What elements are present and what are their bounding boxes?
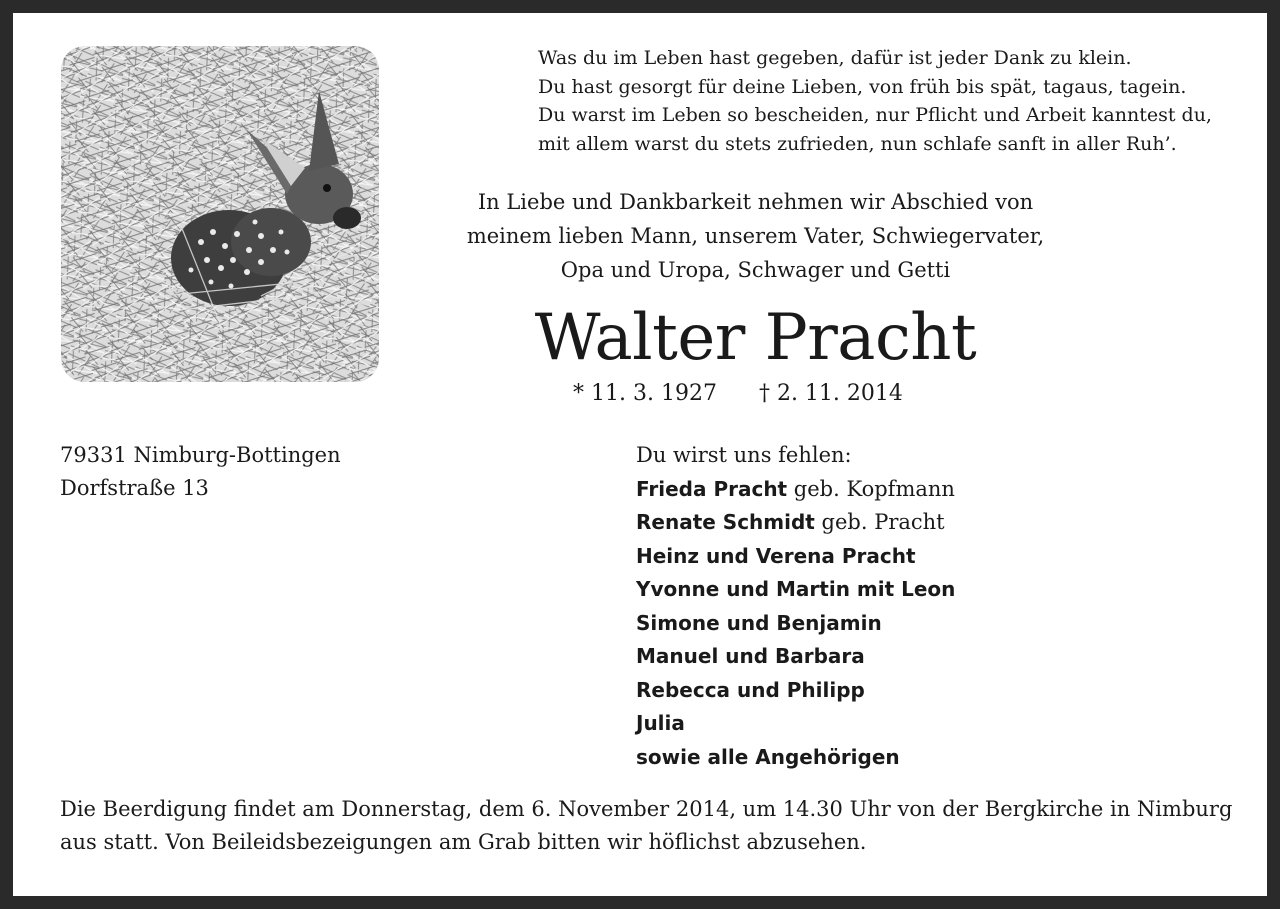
intro-line: Opa und Uropa, Schwager und Getti xyxy=(560,258,951,282)
member-name: Manuel und Barbara xyxy=(636,644,865,668)
address xyxy=(60,439,480,505)
poem-line: mit allem warst du stets zufrieden, nun schlafe sanft in aller Ruh’. xyxy=(538,132,1177,155)
family-list xyxy=(636,439,1256,774)
footer-line: aus statt. Von Beileidsbezeigungen am Grab bitten wir höflichst abzusehen. xyxy=(60,830,867,854)
member-name: Rebecca und Philipp xyxy=(636,677,865,702)
life-dates xyxy=(573,375,973,413)
family-member xyxy=(636,741,1256,775)
poem-line: Was du im Leben hast gegeben, dafür ist jeder Dank zu klein. xyxy=(538,47,1132,69)
member-name: Simone und Benjamin xyxy=(636,610,882,635)
family-member xyxy=(636,473,1256,507)
member-name: Heinz und Verena Pracht xyxy=(636,543,916,568)
family-member xyxy=(636,640,1256,674)
address-line-city: 79331 Nimburg-Bottingen xyxy=(60,443,341,467)
family-member xyxy=(636,540,1256,574)
family-member xyxy=(636,506,1256,540)
intro-line: In Liebe und Dankbarkeit nehmen wir Abschied von xyxy=(477,190,1034,214)
family-heading: Du wirst uns fehlen: xyxy=(636,443,852,467)
member-suffix: geb. Kopfmann xyxy=(787,476,955,501)
family-member xyxy=(636,573,1256,607)
intro-line: meinem lieben Mann, unserem Vater, Schwiegervater, xyxy=(466,224,1045,248)
member-name: Renate Schmidt xyxy=(636,510,815,534)
birth-date: * 11. 3. 1927 xyxy=(573,381,717,406)
obituary-notice xyxy=(13,13,1267,896)
member-name: Frieda Pracht xyxy=(636,476,788,501)
address-line-street: Dorfstraße 13 xyxy=(60,476,209,500)
member-suffix: geb. Pracht xyxy=(814,510,945,534)
fawn-in-straw-photo xyxy=(61,46,379,382)
member-name: sowie alle Angehörigen xyxy=(636,744,900,769)
deceased-name: Walter Pracht xyxy=(534,301,977,375)
member-name: Yvonne und Martin mit Leon xyxy=(636,577,956,601)
member-name: Julia xyxy=(636,711,685,735)
funeral-notice xyxy=(60,793,1250,859)
poem xyxy=(538,44,1258,158)
death-date: † 2. 11. 2014 xyxy=(758,381,903,406)
farewell-intro xyxy=(413,185,1098,287)
family-member xyxy=(636,707,1256,741)
poem-line: Du hast gesorgt für deine Lieben, von früh bis spät, tagaus, tagein. xyxy=(538,75,1187,98)
poem-line: Du warst im Leben so bescheiden, nur Pflicht und Arbeit kanntest du, xyxy=(538,104,1212,126)
family-member xyxy=(636,607,1256,641)
footer-line: Die Beerdigung findet am Donnerstag, dem 6. November 2014, um 14.30 Uhr von der Bergkirche in Nimburg xyxy=(60,797,1233,821)
family-member xyxy=(636,674,1256,708)
